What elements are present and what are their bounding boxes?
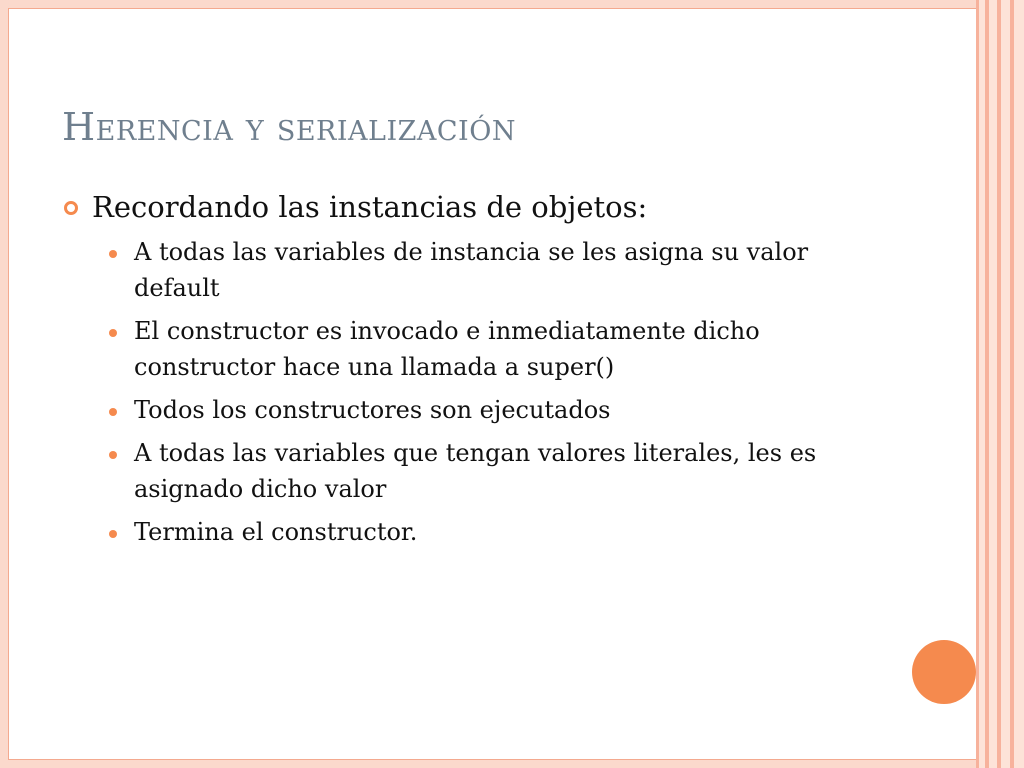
right-stripe bbox=[989, 0, 997, 768]
frame-inner-line-top bbox=[8, 8, 978, 9]
ring-bullet-icon bbox=[64, 201, 78, 215]
right-stripe bbox=[1014, 0, 1024, 768]
dot-bullet-icon bbox=[109, 250, 117, 258]
sub-bullet-item bbox=[62, 313, 892, 385]
sub-bullet-item bbox=[62, 514, 892, 550]
sub-bullet-item bbox=[62, 392, 892, 428]
frame-top-border bbox=[0, 0, 1024, 8]
right-stripe bbox=[1001, 0, 1010, 768]
frame-inner-line-left bbox=[8, 8, 9, 760]
main-bullet-text: Recordando las instancias de objetos: bbox=[92, 190, 648, 224]
frame-bottom-border bbox=[0, 760, 1024, 768]
frame-inner-line-bottom bbox=[8, 759, 978, 760]
sub-bullet-list bbox=[62, 234, 892, 550]
dot-bullet-icon bbox=[109, 329, 117, 337]
sub-bullet-item bbox=[62, 435, 892, 507]
main-bullet-item bbox=[62, 186, 892, 228]
dot-bullet-icon bbox=[109, 408, 117, 416]
slide-title: Herencia y serialización bbox=[62, 105, 516, 149]
dot-bullet-icon bbox=[109, 530, 117, 538]
sub-bullet-text: A todas las variables que tengan valores literales, les es asignado dicho valor bbox=[134, 439, 817, 503]
sub-bullet-item bbox=[62, 234, 892, 306]
dot-bullet-icon bbox=[109, 451, 117, 459]
sub-bullet-text: Todos los constructores son ejecutados bbox=[134, 396, 611, 424]
decorative-orange-circle bbox=[912, 640, 976, 704]
frame-left-border bbox=[0, 0, 8, 768]
sub-bullet-text: Termina el constructor. bbox=[134, 518, 418, 546]
sub-bullet-text: A todas las variables de instancia se les asigna su valor default bbox=[134, 238, 809, 302]
sub-bullet-text: El constructor es invocado e inmediatamente dicho constructor hace una llamada a super() bbox=[134, 317, 760, 381]
slide-content bbox=[62, 186, 892, 557]
